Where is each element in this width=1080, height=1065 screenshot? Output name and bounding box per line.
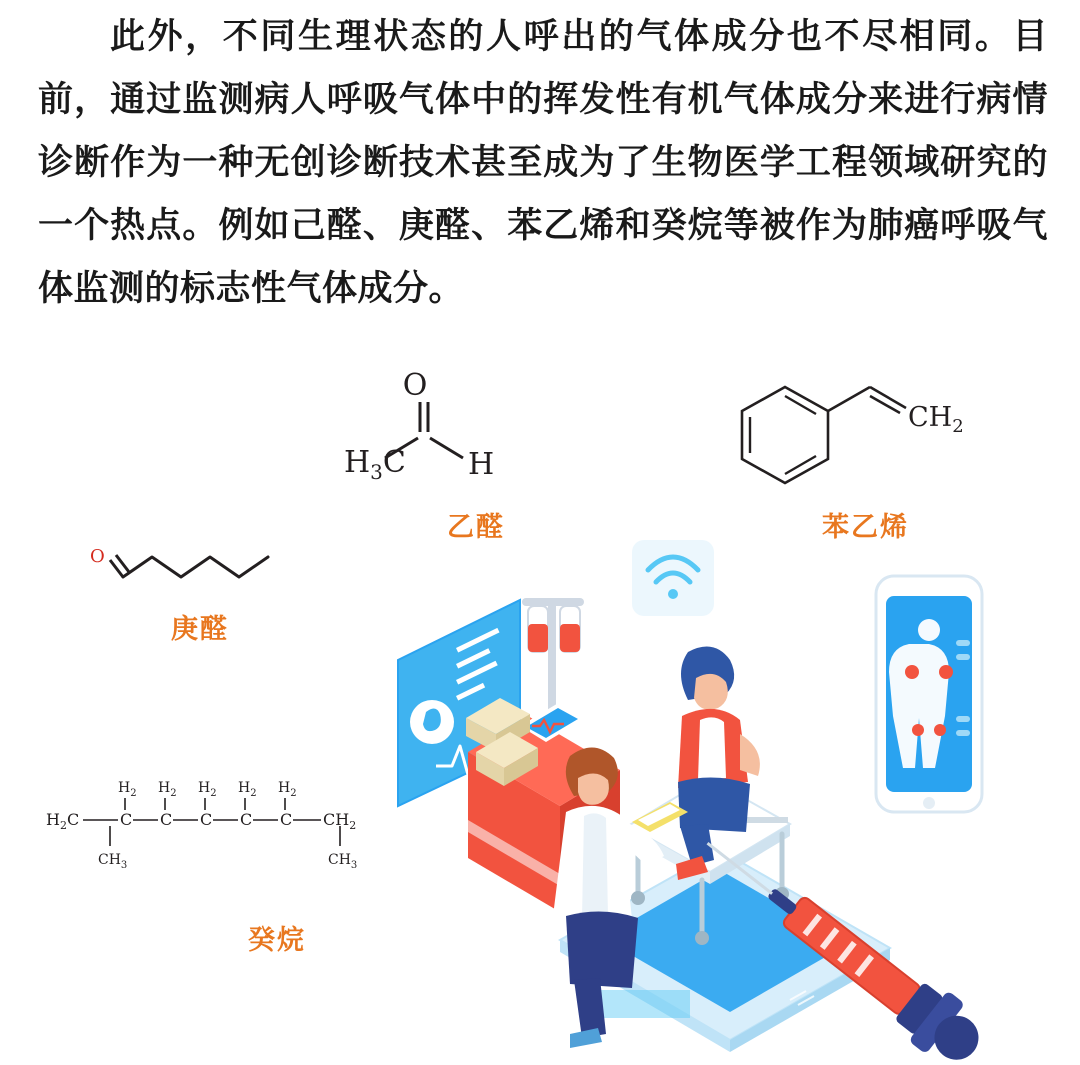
label-heptanal: 庚醛 [171, 614, 229, 645]
decane-carbon: C [200, 810, 213, 829]
decane-structure [40, 770, 370, 885]
smartphone-device [876, 576, 982, 812]
decane-h2-label: $H_2$ [118, 780, 137, 799]
decane-terminal-right: $CH_2$ [323, 810, 357, 832]
article-paragraph: 此外，不同生理状态的人呼出的气体成分也不尽相同。目前，通过监测病人呼吸气体中的挥发性有机气体成分来进行病情诊断作为一种无创诊断技术甚至成为了生物医学工程领域研究的一个热点。例如己醛、庚醛、苯乙烯和癸烷等被作为肺癌呼吸气体监测的标志性气体成分。 [38, 17, 1048, 309]
decane-h2-label: $H_2$ [158, 780, 177, 799]
decane-terminal-left: $H_2C$ [46, 810, 80, 832]
telemedicine-illustration [370, 520, 1070, 1060]
styrene-ch2-label: $CH_2$ [908, 402, 964, 437]
label-styrene: 苯乙烯 [822, 512, 909, 543]
wifi-signal-icon [632, 540, 714, 616]
acetaldehyde-h3c-label: $H_3C$ [344, 445, 406, 484]
heptanal-oxygen-label: O [90, 546, 105, 567]
label-decane: 癸烷 [248, 925, 306, 956]
acetaldehyde-structure [330, 370, 520, 505]
decane-ch3-label: $CH_3$ [98, 852, 128, 871]
decane-h2-label: $H_2$ [198, 780, 217, 799]
decane-carbon: C [240, 810, 253, 829]
decane-h2-label: $H_2$ [238, 780, 257, 799]
decane-carbon: C [160, 810, 173, 829]
styrene-structure [740, 372, 970, 497]
acetaldehyde-oxygen-label: O [402, 370, 428, 403]
decane-h2-label: $H_2$ [278, 780, 297, 799]
label-acetaldehyde: 乙醛 [447, 512, 505, 543]
heptanal-structure [90, 540, 310, 615]
decane-carbon: C [120, 810, 133, 829]
acetaldehyde-h-label: H [468, 447, 495, 482]
decane-ch3-label: $CH_3$ [328, 852, 358, 871]
decane-carbon: C [280, 810, 293, 829]
